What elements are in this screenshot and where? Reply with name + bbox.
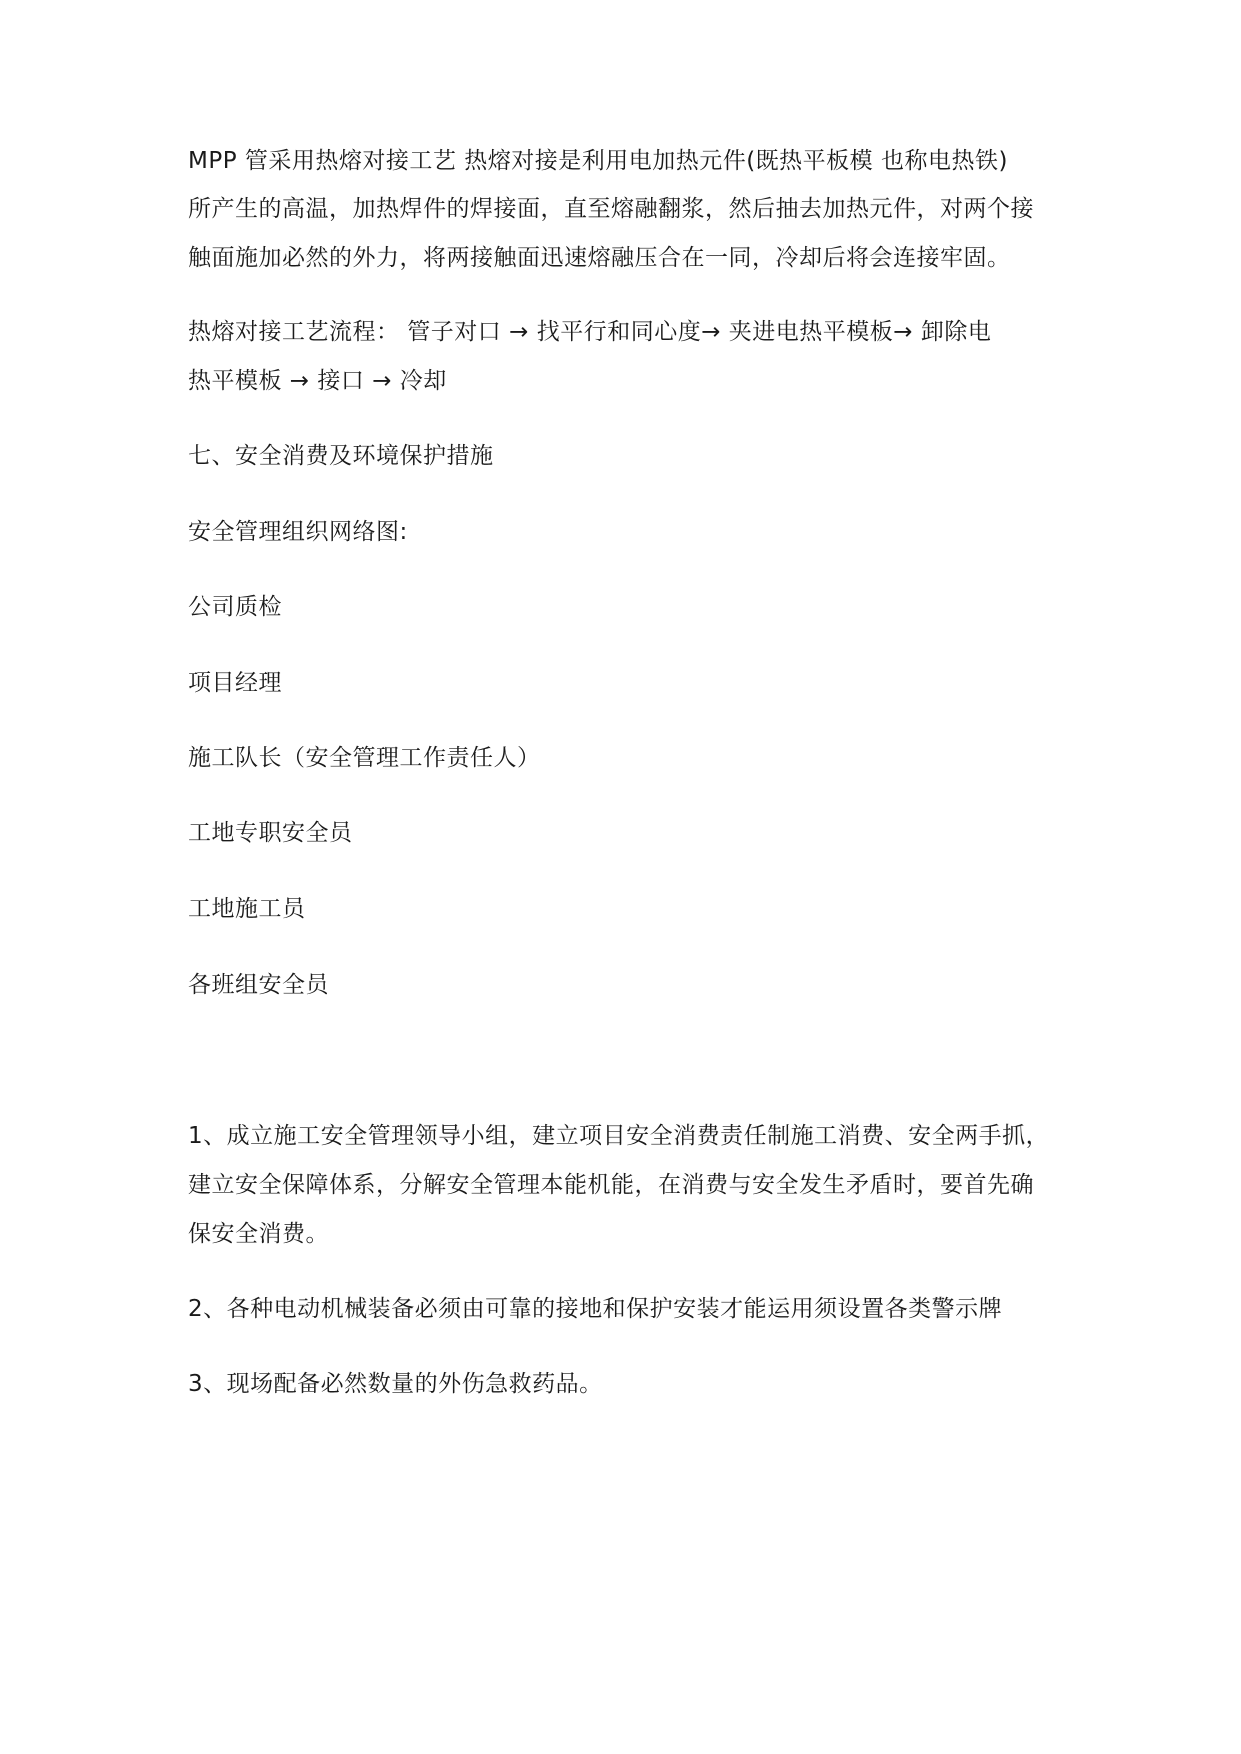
process-line-2: 热平模板 → 接口 → 冷却: [188, 368, 447, 394]
org-level-crew-safety-officer: 各班组安全员: [188, 972, 329, 998]
item-3: 3、现场配备必然数量的外伤急救药品。: [188, 1371, 603, 1397]
item-1-line-1: 1、成立施工安全管理领导小组，建立项目安全消费责任制施工消费、安全两手抓，: [188, 1123, 1050, 1149]
org-level-project-manager: 项目经理: [188, 670, 282, 696]
org-level-company-qc: 公司质检: [188, 594, 282, 620]
org-level-team-leader: 施工队长（安全管理工作责任人）: [188, 745, 541, 771]
item-1-line-3: 保安全消费。: [188, 1221, 329, 1247]
org-chart-title: 安全管理组织网络图:: [188, 519, 408, 545]
org-level-site-safety-officer: 工地专职安全员: [188, 820, 353, 846]
org-level-site-constructor: 工地施工员: [188, 896, 306, 922]
item-2: 2、各种电动机械装备必须由可靠的接地和保护安装才能运用须设置各类警示牌: [188, 1296, 1003, 1322]
process-line-1: 热熔对接工艺流程： 管子对口 → 找平行和同心度→ 夹进电热平模板→ 卸除电: [188, 319, 992, 345]
intro-line-2: 所产生的高温，加热焊件的焊接面，直至熔融翻浆，然后抽去加热元件，对两个接: [188, 196, 1034, 222]
item-1-line-2: 建立安全保障体系，分解安全管理本能机能，在消费与安全发生矛盾时，要首先确: [188, 1172, 1034, 1198]
intro-line-3: 触面施加必然的外力，将两接触面迅速熔融压合在一同，冷却后将会连接牢固。: [188, 245, 1011, 271]
section-heading: 七、安全消费及环境保护措施: [188, 443, 494, 469]
intro-line-1: MPP 管采用热熔对接工艺 热熔对接是利用电加热元件(既热平板模 也称电热铁): [188, 148, 1008, 174]
